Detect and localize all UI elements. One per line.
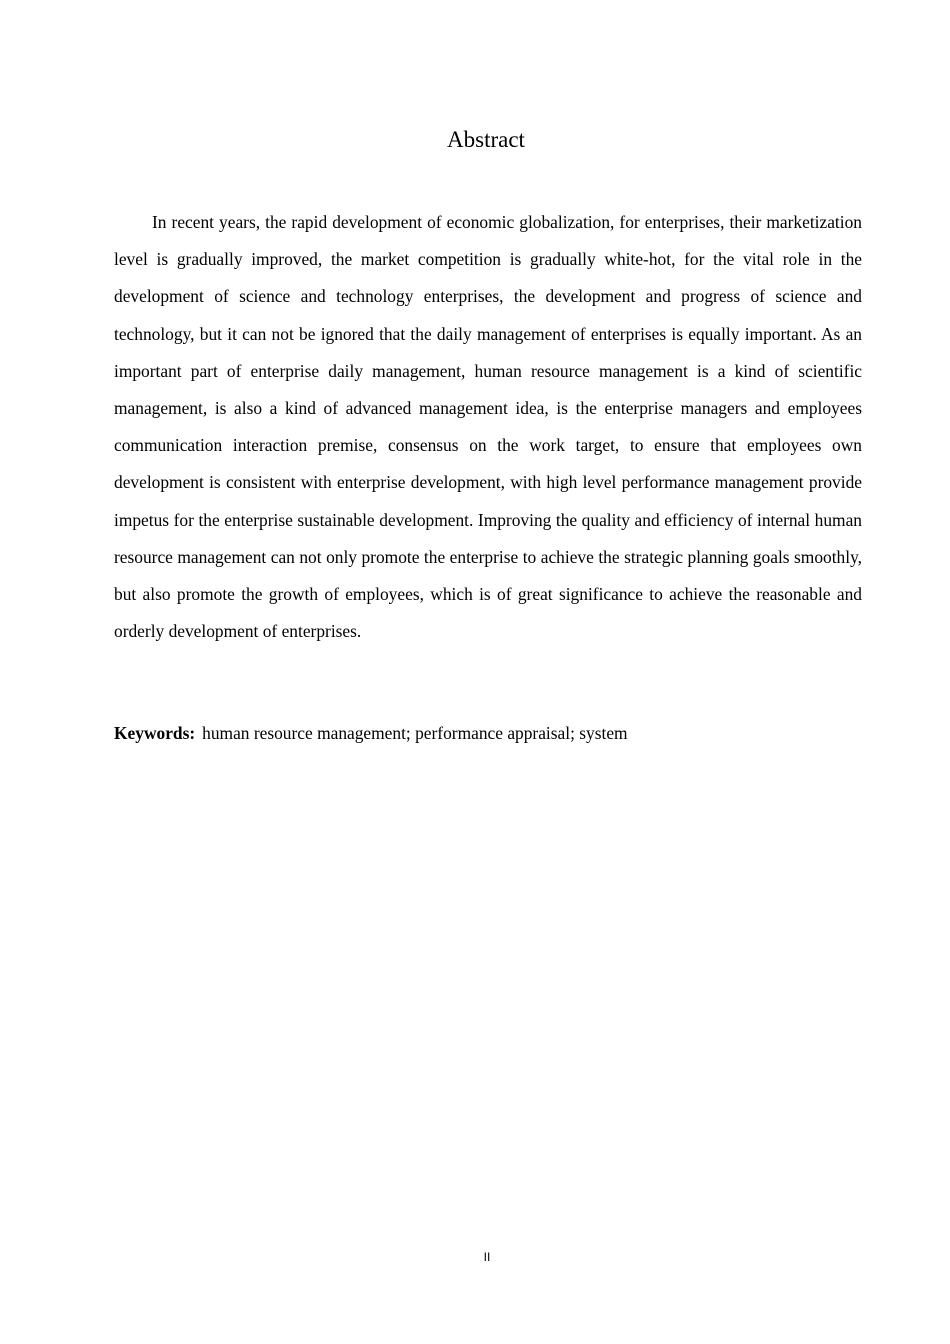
abstract-paragraph: In recent years, the rapid development of economic globalization, for enterprises, their marketization level is gradually improved, the market competition is gradually white-hot, for the vital role in the development of science and technology enterprises, the development and progress of science and technology, but it can not be ignored that the daily management of enterprises is equally important. As an important part of enterprise daily management, human resource management is a kind of scientific management, is also a kind of advanced management idea, is the enterprise managers and employees communication interaction premise, consensus on the work target, to ensure that employees own development is consistent with enterprise development, with high level performance management provide impetus for the enterprise sustainable development. Improving the quality and efficiency of internal human resource management can not only promote the enterprise to achieve the strategic planning goals smoothly, but also promote the growth of employees, which is of great significance to achieve the reasonable and orderly development of enterprises. [114, 212, 862, 642]
abstract-title: Abstract [447, 127, 525, 152]
keywords-line [114, 718, 862, 748]
keywords-value: human resource management; performance appraisal; system [202, 723, 628, 743]
keywords-label: Keywords: [114, 723, 196, 743]
page-number: II [483, 1250, 491, 1264]
